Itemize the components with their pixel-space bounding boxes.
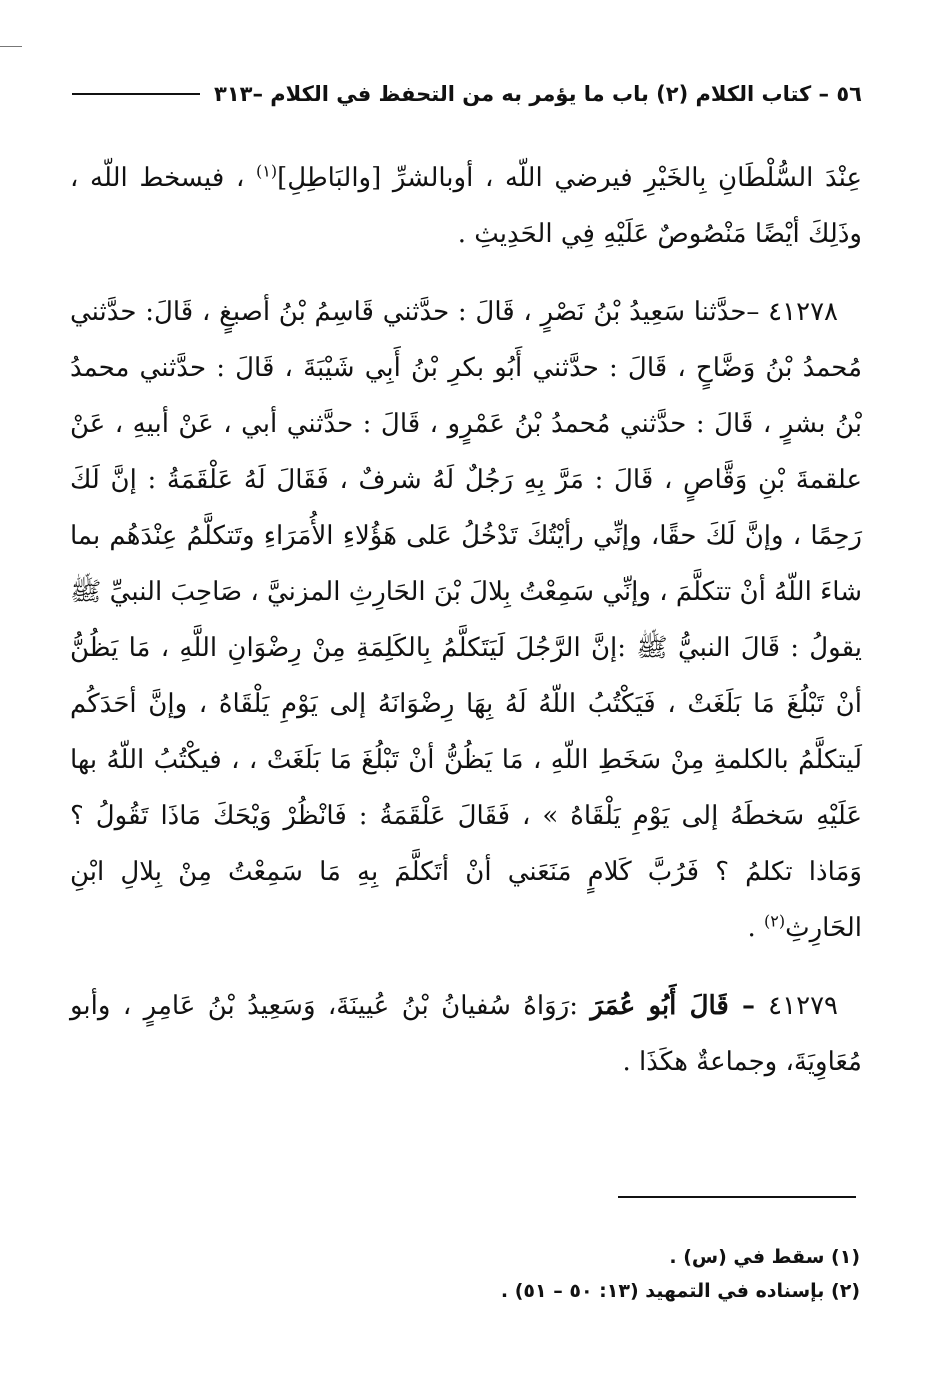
scan-edge-mark [0,46,22,47]
footnote-ref-2: (٢) [764,911,786,931]
hadith-number: ٤١٢٧٩ [768,991,838,1021]
paragraph-continuation [70,150,862,262]
main-text [70,150,862,1112]
hadith-text-end: . [747,913,765,943]
hadith-text: –حدَّثنا سَعِيدُ بْنُ نَصْرٍ ، قَالَ : حدَّثني قَاسِمُ بْنُ أصبغٍ ، قَالَ: حدَّثني مُحمدُ بْنُ وَضَّاحٍ ، قَالَ : حدَّثني أَبُو بكرِ بْنُ أَبِي شَيْبَةَ ، قَالَ : حدَّثني محمدُ بْنُ بشرٍ ، قَالَ : حدَّثني مُحمدُ بْنُ عَمْرٍو ، قَالَ : حدَّثني أبي ، عَنْ أبيهِ ، عَنْ علقمةَ بْنِ وَقَّاصٍ ، قَالَ : مَرَّ بِهِ رَجُلٌ لَهُ شرفٌ ، فَقَالَ لَهُ عَلْقَمَةُ : إنَّ لَكَ رَحِمًا ، وإنَّ لَكَ حقًا، وإنِّي رأيْتُكَ تَدْخُلُ عَلى هَؤُلاءِ الأُمَرَاءِ وتَتكلَّمُ عِنْدَهُم بما شاءَ اللّهُ أنْ تتكلَّمَ ، وإنِّي سَمِعْتُ بِلالَ بْنَ الحَارِثِ المزنيَّ ، صَاحِبَ النبيِّ ﷺ يقولُ : قَالَ النبيُّ ﷺ :إنَّ الرَّجُلَ لَيَتَكلَّمُ بِالكَلِمَةِ مِنْ رِضْوَانِ اللَّهِ ، مَا يَظُنُّ أنْ تَبْلُغَ مَا بَلَغَتْ ، فَيَكْتُبُ اللّهُ لَهُ بِهَا رِضْوَانَهُ إلى يَوْمِ يَلْقَاهُ ، وإنَّ أحَدَكُم لَيتكلَّمُ بالكلمةِ مِنْ سَخَطِ اللّهِ ، مَا يَظُنُّ أنْ تَبْلُغَ مَا بَلَغَتْ ، ، فيكْتُبُ اللّهُ بها عَلَيْهِ سَخطَهُ إلى يَوْمِ يَلْقَاهُ » ، فَقَالَ عَلْقَمَةُ : فَانْظُرْ وَيْحَكَ مَاذَا تَقُولُ ؟ وَمَاذا تكلمُ ؟ فَرُبَّ كَلامٍ مَنَعَني أنْ أتَكلَّمَ بِهِ مَا سَمِعْتُ مِنْ بِلالِ ابْنِ الحَارِثِ [70,297,863,943]
hadith-text: :رَوَاهُ سُفيانُ بْنُ عُيينَةَ، وَسَعِيدُ بْنُ عَامِرٍ ، وأبو مُعَاوِيَةَ، وجماعةٌ هكَذَا . [70,991,862,1077]
paragraph-text: عِنْدَ السُّلْطَانِ بِالخَيْرِ فيرضي اللّه ، أوبالشرِّ [والبَاطِلِ] [277,163,863,193]
footnote-ref-1: (١) [256,161,278,181]
footnotes [70,1240,860,1308]
hadith-number: ٤١٢٧٨ [768,297,838,327]
running-title: ٥٦ – كتاب الكلام (٢) باب ما يؤمر به من التحفظ في الكلام –٣١٣ [214,82,862,106]
running-header [72,76,862,112]
header-rule [72,93,200,95]
footnote-separator [618,1196,856,1198]
footnote-1: (١) سقط في (س) . [669,1246,860,1268]
hadith-paragraph-41279 [70,978,862,1090]
hadith-paragraph-41278 [70,284,862,956]
narrator-lead: – قَالَ أَبُو عُمَرَ [590,991,769,1021]
paragraph-text-end: ، فيسخط اللّه ، وذَلِكَ أيْضًا مَنْصُوصٌ عَلَيْهِ فِي الحَدِيثِ . [70,163,862,249]
footnote-2: (٢) بإسناده في التمهيد (١٣: ٥٠ – ٥١) . [500,1280,860,1302]
